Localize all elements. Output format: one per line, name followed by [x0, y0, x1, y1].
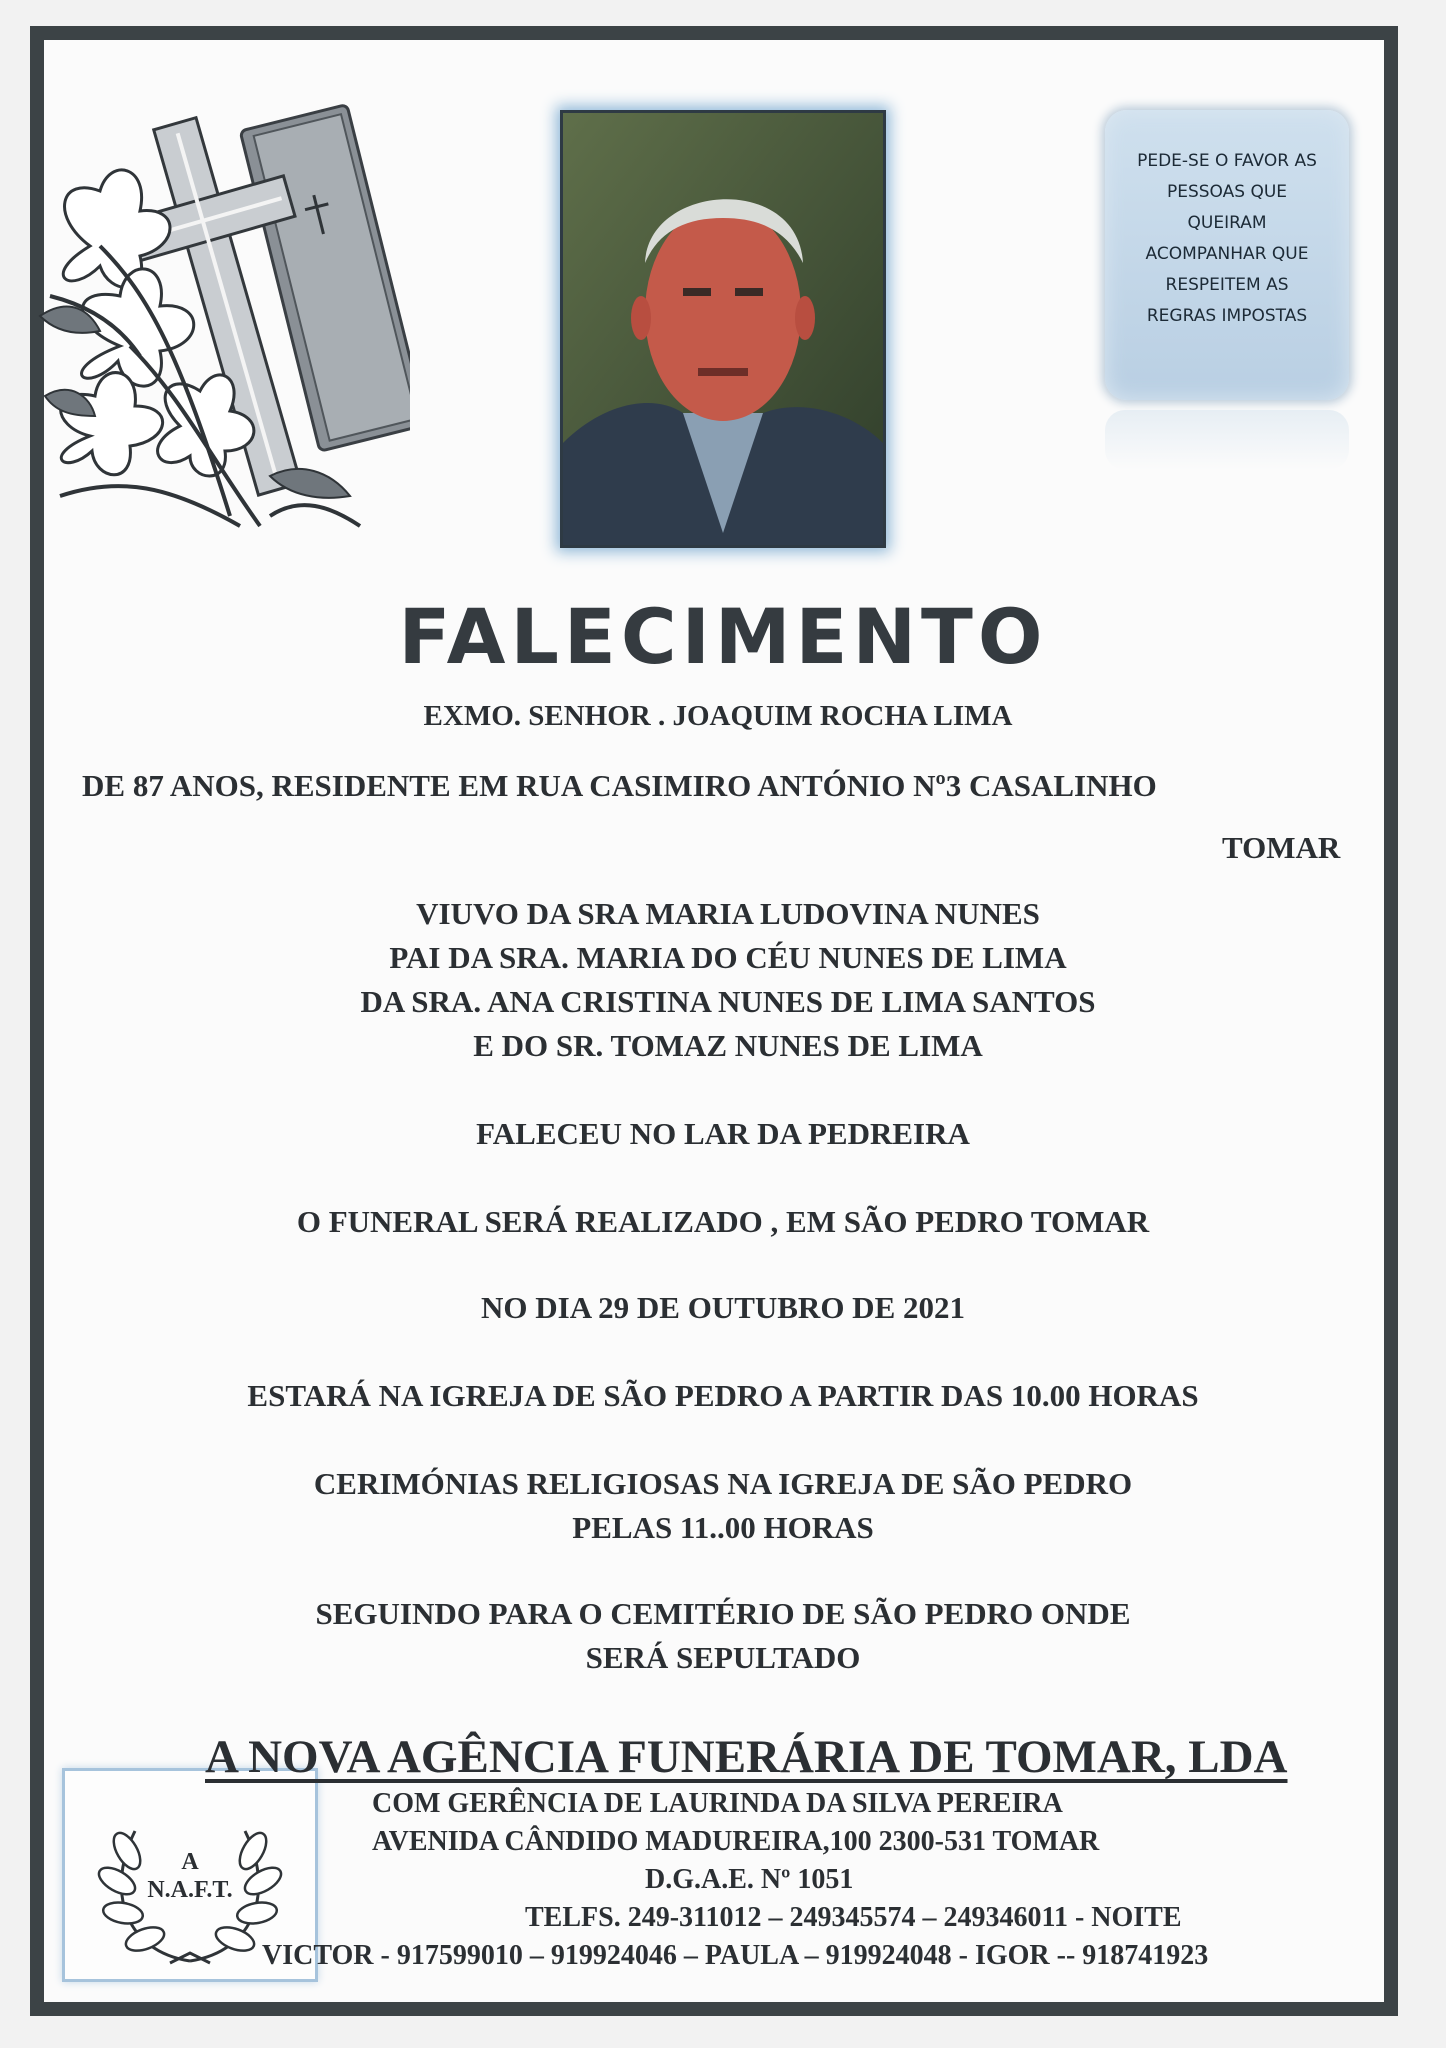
agency-name: A NOVA AGÊNCIA FUNERÁRIA DE TOMAR, LDA — [205, 1731, 1288, 1783]
logo-text: N.A.F.T. — [147, 1877, 233, 1903]
logo-text: A — [181, 1849, 199, 1875]
agency-phones: TELFS. 249-311012 – 249345574 – 249346011 - NOITE — [525, 1902, 1182, 1933]
deceased-age-residence: DE 87 ANOS, RESIDENTE EM RUA CASIMIRO ANTÓNIO Nº3 CASALINHO — [82, 768, 1157, 803]
notice-line: RESPEITEM AS — [1165, 275, 1289, 295]
family-line: DA SRA. ANA CRISTINA NUNES DE LIMA SANTOS — [360, 984, 1096, 1019]
ceremony-time: PELAS 11..00 HORAS — [572, 1510, 874, 1545]
church-time: ESTARÁ NA IGREJA DE SÃO PEDRO A PARTIR DAS 10.00 HORAS — [247, 1378, 1199, 1413]
ceremony-line: CERIMÓNIAS RELIGIOSAS NA IGREJA DE SÃO PEDRO — [313, 1466, 1133, 1501]
burial-line: SERÁ SEPULTADO — [585, 1640, 861, 1675]
notice-reflection — [1105, 410, 1349, 470]
page-title: FALECIMENTO — [398, 592, 1048, 681]
deceased-photo — [560, 110, 886, 548]
notice-line: ACOMPANHAR QUE — [1145, 244, 1309, 264]
notice-line: REGRAS IMPOSTAS — [1146, 306, 1308, 326]
death-place: FALECEU NO LAR DA PEDREIRA — [476, 1116, 970, 1151]
notice-box — [1105, 110, 1349, 400]
agency-management: COM GERÊNCIA DE LAURINDA DA SILVA PEREIRA — [372, 1788, 1063, 1819]
family-line: PAI DA SRA. MARIA DO CÉU NUNES DE LIMA — [389, 940, 1067, 975]
notice-line: PESSOAS QUE — [1166, 182, 1288, 202]
funeral-date: NO DIA 29 DE OUTUBRO DE 2021 — [481, 1290, 965, 1325]
family-line: E DO SR. TOMAZ NUNES DE LIMA — [473, 1028, 983, 1063]
burial-line: SEGUINDO PARA O CEMITÉRIO DE SÃO PEDRO ONDE — [315, 1596, 1131, 1631]
agency-license: D.G.A.E. Nº 1051 — [645, 1864, 854, 1895]
agency-night-contacts: VICTOR - 917599010 – 919924046 – PAULA – 919924048 - IGOR -- 918741923 — [262, 1940, 1209, 1971]
cross-lily-icon — [30, 96, 410, 546]
notice-line: QUEIRAM — [1187, 213, 1267, 233]
family-line: VIUVO DA SRA MARIA LUDOVINA NUNES — [416, 896, 1040, 931]
deceased-city: TOMAR — [1222, 830, 1341, 865]
portrait-image — [563, 113, 883, 545]
funeral-place: O FUNERAL SERÁ REALIZADO , EM SÃO PEDRO TOMAR — [296, 1204, 1150, 1239]
deceased-name: EXMO. SENHOR . JOAQUIM ROCHA LIMA — [423, 700, 1013, 732]
agency-address: AVENIDA CÂNDIDO MADUREIRA,100 2300-531 TOMAR — [372, 1826, 1100, 1857]
notice-line: PEDE-SE O FAVOR AS — [1137, 151, 1317, 171]
